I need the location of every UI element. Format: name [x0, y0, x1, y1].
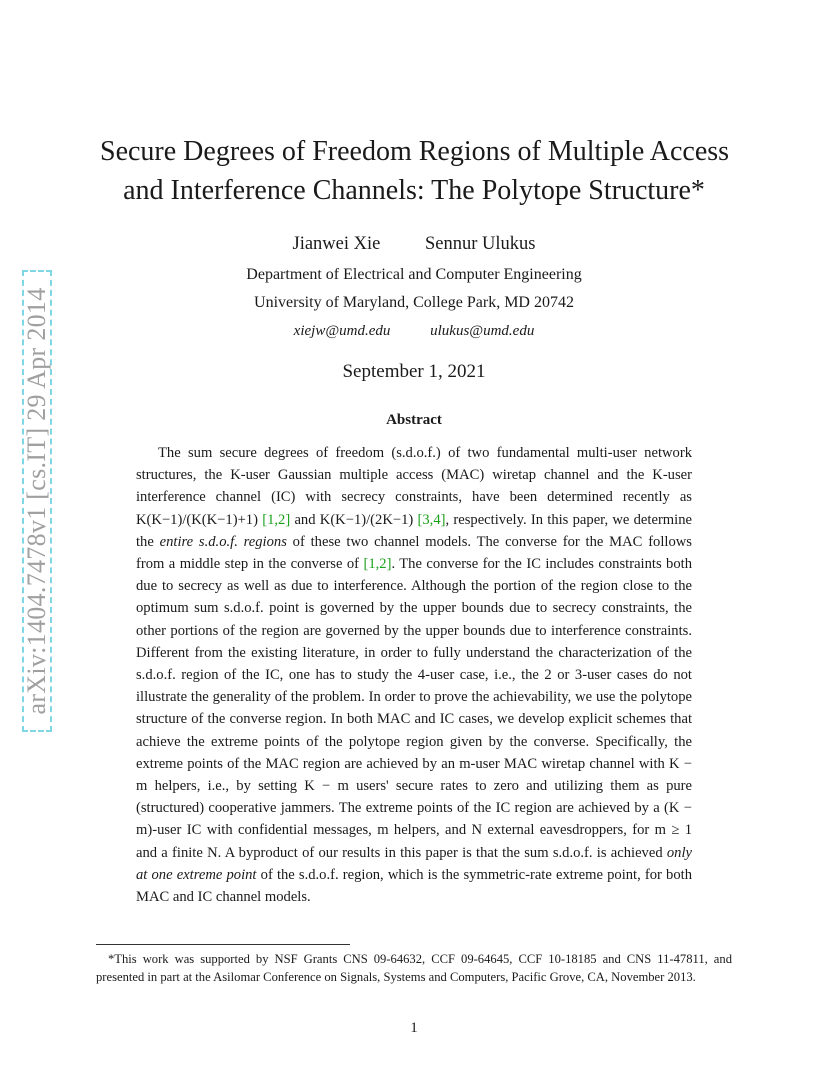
abstract-text: of these two channel models. The converse for the MAC follows from a middle step in the converse of [136, 533, 692, 573]
fraction-ic: K(K−1)/(2K−1) [319, 511, 414, 528]
abstract-text: , respectively. In this paper, we determine the [136, 511, 692, 550]
email-address: ulukus@umd.edu [430, 323, 535, 339]
abstract-emphasis: only at one extreme point [136, 844, 692, 883]
abstract-emphasis: entire s.d.o.f. regions [159, 533, 287, 550]
abstract-text: and [290, 511, 320, 528]
fraction-mac: K(K−1)/(K(K−1)+1) [136, 511, 258, 528]
abstract-text: The sum secure degrees of freedom (s.d.o.f.) of two fundamental multi-user network structures, the K-user Gaussian multiple access (MAC) wiretap channel and the K-user interference channel (IC) with secrecy constraints, have been determined recently as [136, 445, 692, 506]
abstract-text: of the s.d.o.f. region, which is the symmetric-rate extreme point, for both MAC and IC channel models. [136, 866, 693, 906]
affiliation-university: University of Maryland, College Park, MD 20742 [254, 294, 574, 311]
footnote-rule [96, 944, 350, 945]
publication-date: September 1, 2021 [342, 361, 486, 382]
author-list [0, 234, 828, 255]
abstract-body [136, 442, 692, 908]
author-name: Jianwei Xie [292, 234, 381, 254]
page-number: 1 [410, 1020, 418, 1036]
author-emails [0, 323, 828, 340]
title-line-2: and Interference Channels: The Polytope Structure* [123, 175, 705, 206]
abstract-heading: Abstract [386, 412, 442, 428]
citation-link[interactable]: [1,2] [363, 556, 392, 573]
footnote: *This work was supported by NSF Grants CNS 09-64632, CCF 09-64645, CCF 10-18185 and CNS 11-47811, and presented in part at the Asilomar Conference on Signals, Systems and Computers, Pacific Grove, CA, November 2013. [96, 952, 732, 984]
email-address: xiejw@umd.edu [293, 323, 391, 339]
title-line-1: Secure Degrees of Freedom Regions of Multiple Access [100, 136, 730, 167]
arxiv-identifier: arXiv:1404.7478v1 [cs.IT] 29 Apr 2014 [22, 287, 51, 715]
citation-link[interactable]: [1,2] [262, 511, 291, 528]
abstract-text: . The converse for the IC includes constraints both due to secrecy as well as due to interference. Although the portion of the region close to the optimum sum s.d.o.f. point is governed by the upper bounds due to secrecy constraints, the other portions of the region are governed by the upper bounds due to interference constraints. Different from the existing literature, in order to fully understand the characterization of the s.d.o.f. region of the IC, one has to study the 4-user case, i.e., the 2 or 3-user cases do not illustrate the generality of the problem. In order to prove the achievability, we use the polytope structure of the converse region. In both MAC and IC cases, we develop explicit schemes that achieve the extreme points of the polytope region given by the converse. Specifically, the extreme points of the MAC region are achieved by an m-user MAC wiretap channel with K − m helpers, i.e., by setting K − m users' secure rates to zero and utilizing them as pure (structured) cooperative jammers. The extreme points of the IC region are achieved by a (K − m)-user IC with confidential messages, m helpers, and N external eavesdroppers, for m ≥ 1 and a finite N. A byproduct of our results in this paper is that the sum s.d.o.f. is achieved [136, 556, 692, 861]
citation-link[interactable]: [3,4] [417, 511, 446, 528]
affiliation-department: Department of Electrical and Computer Engineering [246, 266, 582, 283]
paper-title [100, 132, 728, 210]
author-name: Sennur Ulukus [424, 234, 536, 254]
